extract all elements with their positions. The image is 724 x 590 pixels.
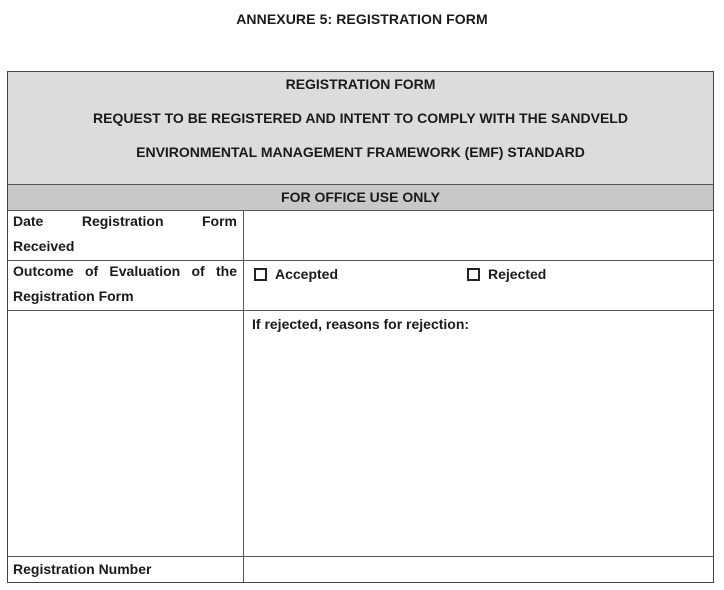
accepted-option[interactable] — [254, 266, 338, 282]
registration-number-field[interactable] — [246, 559, 710, 581]
outcome-label-line-1: Outcome of Evaluation of the — [13, 263, 237, 279]
accepted-checkbox[interactable] — [254, 268, 267, 281]
annex-title: ANNEXURE 5: REGISTRATION FORM — [236, 11, 488, 27]
accepted-label: Accepted — [275, 266, 339, 282]
office-use-banner: FOR OFFICE USE ONLY — [8, 185, 713, 211]
registration-form — [7, 71, 714, 583]
registration-number-label: Registration Number — [13, 561, 152, 577]
form-subtitle-line-1: REQUEST TO BE REGISTERED AND INTENT TO COMPLY WITH THE SANDVELD — [93, 110, 628, 126]
date-received-label-line-1: Date Registration Form — [13, 213, 237, 229]
row-divider-2 — [8, 310, 713, 311]
form-title: REGISTRATION FORM — [285, 76, 436, 92]
outcome-label-line-2: Registration Form — [13, 288, 134, 304]
rejected-checkbox[interactable] — [467, 268, 480, 281]
column-divider — [243, 211, 244, 582]
date-received-label — [13, 209, 237, 259]
rejected-option[interactable] — [467, 266, 546, 282]
form-subtitle-line-2: ENVIRONMENTAL MANAGEMENT FRAMEWORK (EMF) STANDARD — [136, 144, 585, 160]
rejected-label: Rejected — [488, 266, 547, 282]
outcome-label — [13, 259, 237, 309]
rejection-reasons-label: If rejected, reasons for rejection: — [252, 316, 470, 332]
date-received-field[interactable] — [246, 213, 710, 257]
form-header — [8, 72, 713, 185]
rejection-reasons-field[interactable] — [246, 334, 710, 554]
date-received-label-line-2: Received — [13, 238, 75, 254]
